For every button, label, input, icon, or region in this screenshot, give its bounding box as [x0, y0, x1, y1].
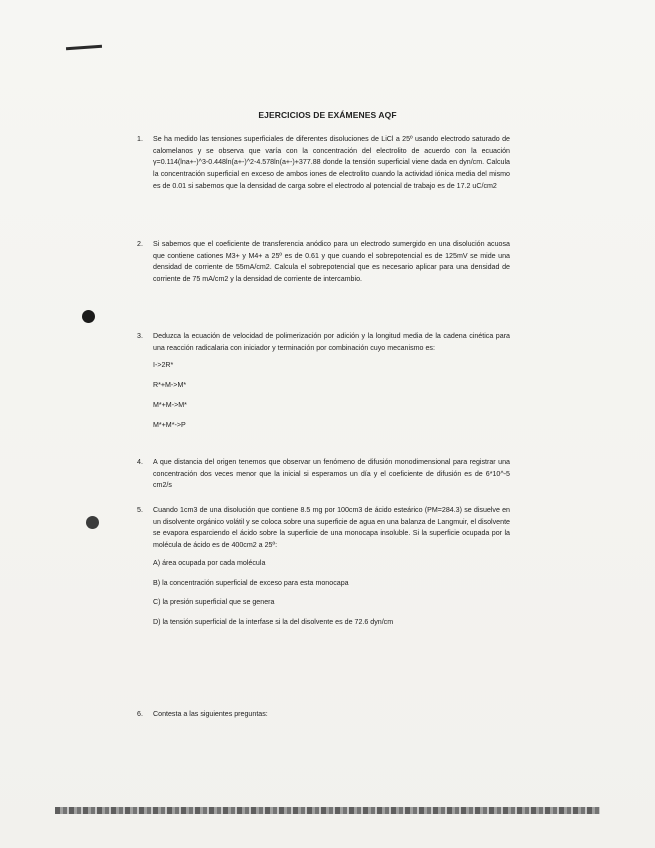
- pen-mark: [66, 45, 102, 51]
- punch-hole-icon: [82, 310, 95, 323]
- question-3: 3. Deduzca la ecuación de velocidad de polimerización por adición y la longitud media de la cadena cinética para una reacción radicalaria con iniciador y terminación por combinación cuyo mecanismo es: I->2R* R*+M->M* M*+M->M* M*+M*->P: [137, 331, 510, 439]
- page-title: EJERCICIOS DE EXÁMENES AQF: [258, 110, 397, 120]
- question-1: 1. Se ha medido las tensiones superficiales de diferentes disoluciones de LiCl a 25º usando electrodo saturado de calomelanos y se observa que varía con la concentración del electrolito de acuerdo con la ecuación γ=0.114(lna+-)^3-0.448ln(a+-)^2-4.578ln(a+-)+377.88 donde la tensión superficial viene dada en dyn/cm. Calcula la concentración superficial en exceso de ambos iones de electrolito cuando la actividad iónica media del mismo es de 0.01 si sabemos que la densidad de carga sobre el electrodo al potencial de trabajo es de 17.2 uC/cm2: [137, 134, 510, 193]
- question-6: 6. Contesta a las siguientes preguntas:: [137, 709, 510, 721]
- question-part: C) la presión superficial que se genera: [153, 598, 275, 607]
- punch-hole-icon: [86, 516, 99, 529]
- mechanism-step: M*+M->M*: [153, 400, 187, 409]
- question-text: A que distancia del origen tenemos que observar un fenómeno de difusión monodimensional para registrar una concentración dos veces menor que la inicial si esperamos un día y el coeficiente de difusión es de 6*10^-5 cm2/s: [153, 458, 510, 490]
- question-text: Se ha medido las tensiones superficiales de diferentes disoluciones de LiCl a 25º usando electrodo saturado de calomelanos y se observa que varía con la concentración del electrolito de acuerdo con la ecuación γ=0.114(lna+-)^3-0.448ln(a+-)^2-4.578ln(a+-)+377.88 donde la tensión superficial viene dada en dyn/cm. Calcula la concentración superficial en exceso de ambos iones de electrolito cuando la actividad iónica media del mismo es de 0.01 si sabemos que la densidad de carga sobre el electrodo al potencial de trabajo es de 17.2 uC/cm2: [153, 135, 510, 190]
- mechanism-step: I->2R*: [153, 361, 174, 370]
- question-part: D) la tensión superficial de la interfase si la del disolvente es de 72.6 dyn/cm: [153, 617, 394, 626]
- mechanism-step: M*+M*->P: [153, 420, 186, 429]
- question-text: Contesta a las siguientes preguntas:: [153, 710, 268, 718]
- question-part: B) la concentración superficial de exceso para esta monocapa: [153, 578, 349, 587]
- question-2: 2. Si sabemos que el coeficiente de transferencia anódico para un electrodo sumergido en una disolución acuosa que contiene cationes M3+ y M4+ a 25º es de 0.61 y que cuando el sobrepotencial es de 125mV se mide una densidad de corriente de 55mA/cm2. Calcula el sobrepotencial que es necesario aplicar para una densidad de corriente de 75 mA/cm2 y la densidad de corriente de intercambio.: [137, 239, 510, 286]
- question-text: Deduzca la ecuación de velocidad de polimerización por adición y la longitud media de la cadena cinética para una reacción radicalaria con iniciador y terminación por combinación cuyo mecanismo es:: [153, 332, 510, 352]
- question-part: A) área ocupada por cada molécula: [153, 558, 266, 567]
- mechanism-steps: [153, 360, 510, 431]
- question-4: 4. A que distancia del origen tenemos que observar un fenómeno de difusión monodimensional para registrar una concentración dos veces menor que la inicial si esperamos un día y el coeficiente de difusión es de 6*10^-5 cm2/s: [137, 457, 510, 492]
- question-text: Si sabemos que el coeficiente de transferencia anódico para un electrodo sumergido en una disolución acuosa que contiene cationes M3+ y M4+ a 25º es de 0.61 y que cuando el sobrepotencial es de 125mV se mide una densidad de corriente de 55mA/cm2. Calcula el sobrepotencial que es necesario aplicar para una densidad de corriente de 75 mA/cm2 y la densidad de corriente de intercambio.: [153, 240, 510, 284]
- mechanism-step: R*+M->M*: [153, 381, 187, 390]
- question-text: Cuando 1cm3 de una disolución que contiene 8.5 mg por 100cm3 de ácido esteárico (PM=284.3) se disuelve en un disolvente orgánico volátil y se coloca sobre una superficie de agua en una balanza de Langmuir, el disolvente se evapora esparciendo el ácido sobre la superficie de una monocapa insoluble. Si la superficie ocupada por la molécula de ácido es de 400cm2 a 25º:: [153, 506, 510, 550]
- scan-edge: [55, 807, 600, 814]
- question-parts: [153, 558, 510, 629]
- question-5: 5. Cuando 1cm3 de una disolución que contiene 8.5 mg por 100cm3 de ácido esteárico (PM=284.3) se disuelve en un disolvente orgánico volátil y se coloca sobre una superficie de agua en una balanza de Langmuir, el disolvente se evapora esparciendo el ácido sobre la superficie de una monocapa insoluble. Si la superficie ocupada por la molécula de ácido es de 400cm2 a 25º: A) área ocupada por cada molécula B) la concentración superficial de exceso para esta monocapa C) la presión superficial que se genera D) la tensión superficial de la interfase si la del disolvente es de 72.6 dyn/cm: [137, 505, 510, 637]
